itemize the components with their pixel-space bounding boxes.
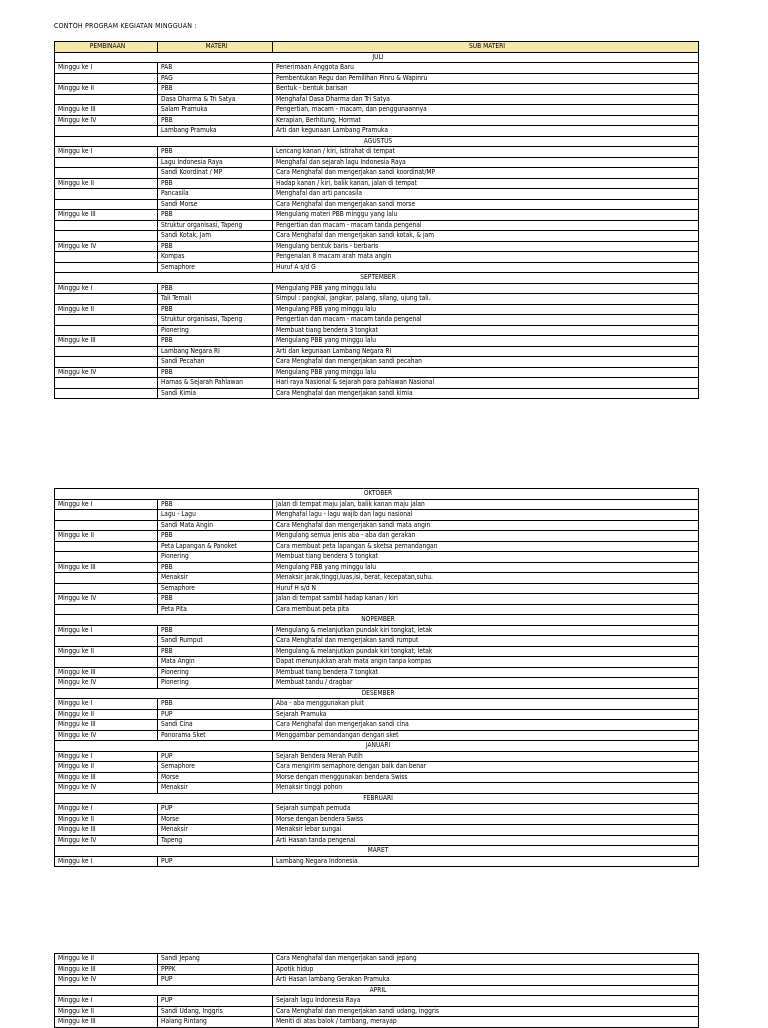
materi-cell: Struktur organisasi, Tapeng <box>158 315 273 326</box>
materi-cell: Pionering <box>158 552 273 563</box>
table-row <box>55 814 699 825</box>
materi-cell: PBB <box>158 147 273 158</box>
table-row <box>55 63 699 74</box>
column-header: PEMBINAAN <box>55 42 158 53</box>
table-row <box>55 126 699 137</box>
submateri-cell: Mengulang PBB yang minggu lalu <box>273 336 699 347</box>
pembinaan-cell <box>55 294 158 305</box>
table-row <box>55 336 699 347</box>
submateri-cell: Mengulang & melanjutkan pundak kiri tongkat, letak <box>273 625 699 636</box>
submateri-cell: Penerimaan Anggota Baru <box>273 63 699 74</box>
submateri-cell: Mengulang PBB yang minggu lalu <box>273 562 699 573</box>
submateri-cell: Membuat tiang bendera 3 tongkat <box>273 325 699 336</box>
materi-cell: PUP <box>158 751 273 762</box>
table-body <box>55 42 699 399</box>
pembinaan-cell: Minggu ke III <box>55 825 158 836</box>
materi-cell: Sandi Kimia <box>158 388 273 399</box>
pembinaan-cell <box>55 220 158 231</box>
materi-cell: Lagu Indonesia Raya <box>158 157 273 168</box>
materi-cell: PUP <box>158 804 273 815</box>
materi-cell: PUP <box>158 975 273 986</box>
materi-cell: Sandi Morse <box>158 199 273 210</box>
submateri-cell: Lambang Negara Indonesia <box>273 856 699 867</box>
pembinaan-cell <box>55 573 158 584</box>
table-row <box>55 762 699 773</box>
table-row <box>55 996 699 1007</box>
materi-cell: Morse <box>158 772 273 783</box>
pembinaan-cell <box>55 552 158 563</box>
materi-cell: Pionering <box>158 325 273 336</box>
pembinaan-cell: Minggu ke II <box>55 304 158 315</box>
materi-cell: PUP <box>158 709 273 720</box>
submateri-cell: Menghafal dan sejarah lagu Indonesia Raya <box>273 157 699 168</box>
table-row <box>55 552 699 563</box>
month-label: JULI <box>55 52 699 63</box>
table-row <box>55 73 699 84</box>
table-row <box>55 804 699 815</box>
materi-cell: Menaksir <box>158 573 273 584</box>
table-row <box>55 115 699 126</box>
pembinaan-cell: Minggu ke III <box>55 210 158 221</box>
submateri-cell: Cara Menghafal dan mengerjakan sandi udang, inggris <box>273 1006 699 1017</box>
materi-cell: Halang Rintang <box>158 1017 273 1028</box>
table-row <box>55 84 699 95</box>
table-row <box>55 835 699 846</box>
pembinaan-cell: Minggu ke IV <box>55 835 158 846</box>
pembinaan-cell: Minggu ke I <box>55 147 158 158</box>
pembinaan-cell <box>55 189 158 200</box>
submateri-cell: Sejarah lagu Indonesia Raya <box>273 996 699 1007</box>
submateri-cell: Pembentukan Regu dan Pemilihan Pinru & Wapinru <box>273 73 699 84</box>
table-row <box>55 189 699 200</box>
month-row <box>55 489 699 500</box>
pembinaan-cell: Minggu ke III <box>55 105 158 116</box>
month-row <box>55 846 699 857</box>
pembinaan-cell: Minggu ke IV <box>55 594 158 605</box>
column-header: SUB MATERI <box>273 42 699 53</box>
submateri-cell: Menaksir jarak,tinggi,luas,isi, berat, kecepatan,suhu. <box>273 573 699 584</box>
month-label: DESEMBER <box>55 688 699 699</box>
submateri-cell: Cara membuat peta pita <box>273 604 699 615</box>
pembinaan-cell: Minggu ke I <box>55 751 158 762</box>
submateri-cell: Sejarah Bendera Merah Putih <box>273 751 699 762</box>
table-row <box>55 94 699 105</box>
table-row <box>55 604 699 615</box>
pembinaan-cell <box>55 541 158 552</box>
materi-cell: Sandi Koordinat / MP <box>158 168 273 179</box>
submateri-cell: Cara Menghafal dan mengerjakan sandi koordinat/MP <box>273 168 699 179</box>
pembinaan-cell <box>55 262 158 273</box>
materi-cell: PBB <box>158 562 273 573</box>
pembinaan-cell: Minggu ke III <box>55 772 158 783</box>
materi-cell: Morse <box>158 814 273 825</box>
submateri-cell: Cara Menghafal dan mengerjakan sandi mata angin <box>273 520 699 531</box>
submateri-cell: Membuat tiang bendera 7 tongkat <box>273 667 699 678</box>
submateri-cell: Huruf H s/d N <box>273 583 699 594</box>
materi-cell: PBB <box>158 84 273 95</box>
submateri-cell: Pengertian dan macam - macam tanda pengenal <box>273 315 699 326</box>
pembinaan-cell <box>55 325 158 336</box>
month-label: MARET <box>55 846 699 857</box>
table-row <box>55 499 699 510</box>
table-row <box>55 975 699 986</box>
table-row <box>55 388 699 399</box>
submateri-cell: Mengulang materi PBB minggu yang lalu <box>273 210 699 221</box>
materi-cell: PPPK <box>158 964 273 975</box>
submateri-cell: Morse dengan menggunakan bendera Swiss <box>273 772 699 783</box>
table-row <box>55 720 699 731</box>
table-row <box>55 325 699 336</box>
pembinaan-cell: Minggu ke I <box>55 804 158 815</box>
month-label: APRIL <box>55 985 699 996</box>
submateri-cell: Menghafal dan arti pancasila <box>273 189 699 200</box>
table-row <box>55 1006 699 1017</box>
pembinaan-cell <box>55 520 158 531</box>
table-row <box>55 730 699 741</box>
pembinaan-cell: Minggu ke III <box>55 1017 158 1028</box>
table-row <box>55 625 699 636</box>
table-row <box>55 199 699 210</box>
materi-cell: PUP <box>158 856 273 867</box>
materi-cell: PAB <box>158 63 273 74</box>
materi-cell: Tapeng <box>158 835 273 846</box>
materi-cell: PBB <box>158 241 273 252</box>
submateri-cell: Pengenalan 8 macam arah mata angin <box>273 252 699 263</box>
table-row <box>55 678 699 689</box>
submateri-cell: Aba - aba menggunakan pluit <box>273 699 699 710</box>
schedule-table-2 <box>54 488 699 867</box>
submateri-cell: Jalan di tempat sambil hadap kanan / kiri <box>273 594 699 605</box>
month-label: NOPEMBER <box>55 615 699 626</box>
materi-cell: Sandi Mata Angin <box>158 520 273 531</box>
pembinaan-cell: Minggu ke II <box>55 709 158 720</box>
table-row <box>55 315 699 326</box>
materi-cell: Lambang Pramuka <box>158 126 273 137</box>
materi-cell: PBB <box>158 336 273 347</box>
month-row <box>55 52 699 63</box>
pembinaan-cell <box>55 252 158 263</box>
table-row <box>55 241 699 252</box>
table-row <box>55 1017 699 1028</box>
submateri-cell: Meniti di atas balok / tambang, merayap <box>273 1017 699 1028</box>
table-row <box>55 709 699 720</box>
submateri-cell: Cara mengirim semaphore dengan baik dan benar <box>273 762 699 773</box>
pembinaan-cell: Minggu ke IV <box>55 975 158 986</box>
materi-cell: Sandi Pecahan <box>158 357 273 368</box>
materi-cell: Harnas & Sejarah Pahlawan <box>158 378 273 389</box>
materi-cell: Lagu - Lagu <box>158 510 273 521</box>
table-row <box>55 231 699 242</box>
materi-cell: Pancasila <box>158 189 273 200</box>
table-row <box>55 367 699 378</box>
submateri-cell: Cara Menghafal dan mengerjakan sandi rumput <box>273 636 699 647</box>
submateri-cell: Menggambar pemandangan dengan sket <box>273 730 699 741</box>
pembinaan-cell: Minggu ke II <box>55 84 158 95</box>
table-row <box>55 531 699 542</box>
materi-cell: PBB <box>158 699 273 710</box>
pembinaan-cell: Minggu ke IV <box>55 678 158 689</box>
submateri-cell: Cara Menghafal dan mengerjakan sandi kimia <box>273 388 699 399</box>
table-row <box>55 346 699 357</box>
submateri-cell: Menaksir tinggi pohon <box>273 783 699 794</box>
table-row <box>55 147 699 158</box>
submateri-cell: Mengulang PBB yang minggu lalu <box>273 283 699 294</box>
table-row <box>55 583 699 594</box>
submateri-cell: Arti Hasan tanda pengenal <box>273 835 699 846</box>
table-body <box>55 489 699 867</box>
table-row <box>55 157 699 168</box>
materi-cell: PBB <box>158 594 273 605</box>
pembinaan-cell <box>55 231 158 242</box>
month-row <box>55 741 699 752</box>
materi-cell: Menaksir <box>158 825 273 836</box>
submateri-cell: Arti dan kegunaan Lambang Negara RI <box>273 346 699 357</box>
month-label: OKTOBER <box>55 489 699 500</box>
submateri-cell: Hadap kanan / kiri, balik kanan, jalan di tempat <box>273 178 699 189</box>
pembinaan-cell <box>55 199 158 210</box>
pembinaan-cell <box>55 126 158 137</box>
table-row <box>55 378 699 389</box>
pembinaan-cell: Minggu ke III <box>55 562 158 573</box>
submateri-cell: Lencang kanan / kiri, istirahat di tempat <box>273 147 699 158</box>
submateri-cell: Membuat tandu / dragbar <box>273 678 699 689</box>
pembinaan-cell: Minggu ke I <box>55 996 158 1007</box>
pembinaan-cell: Minggu ke I <box>55 499 158 510</box>
table-row <box>55 178 699 189</box>
table-row <box>55 105 699 116</box>
materi-cell: Salam Pramuka <box>158 105 273 116</box>
header-row <box>55 42 699 53</box>
materi-cell: PBB <box>158 531 273 542</box>
table-body <box>55 954 699 1028</box>
pembinaan-cell: Minggu ke III <box>55 667 158 678</box>
materi-cell: Dasa Dharma & Tri Satya <box>158 94 273 105</box>
submateri-cell: Hari raya Nasional & sejarah para pahlawan Nasional <box>273 378 699 389</box>
table-row <box>55 262 699 273</box>
table-row <box>55 252 699 263</box>
table-row <box>55 646 699 657</box>
materi-cell: Panorama Sket <box>158 730 273 741</box>
materi-cell: Menaksir <box>158 783 273 794</box>
submateri-cell: Mengulang PBB yang minggu lalu <box>273 367 699 378</box>
materi-cell: PUP <box>158 996 273 1007</box>
submateri-cell: Pengertian dan macam - macam tanda pengenal <box>273 220 699 231</box>
table-row <box>55 699 699 710</box>
submateri-cell: Cara Menghafal dan mengerjakan sandi pecahan <box>273 357 699 368</box>
submateri-cell: Morse dengan bendera Swiss <box>273 814 699 825</box>
materi-cell: Sandi Jepang <box>158 954 273 965</box>
pembinaan-cell <box>55 657 158 668</box>
table-row <box>55 772 699 783</box>
materi-cell: PBB <box>158 304 273 315</box>
month-row <box>55 985 699 996</box>
materi-cell: PBB <box>158 499 273 510</box>
table-row <box>55 294 699 305</box>
pembinaan-cell: Minggu ke IV <box>55 115 158 126</box>
table-row <box>55 510 699 521</box>
table-row <box>55 594 699 605</box>
pembinaan-cell: Minggu ke II <box>55 646 158 657</box>
month-label: SEPTEMBER <box>55 273 699 284</box>
table-row <box>55 573 699 584</box>
materi-cell: PBB <box>158 115 273 126</box>
materi-cell: Peta Lapangan & Panoket <box>158 541 273 552</box>
submateri-cell: Dapat menunjukkan arah mata angin tanpa kompas <box>273 657 699 668</box>
table-row <box>55 283 699 294</box>
submateri-cell: Menghafal Dasa Dharma dan Tri Satya <box>273 94 699 105</box>
month-label: JANUARI <box>55 741 699 752</box>
submateri-cell: Cara Menghafal dan mengerjakan sandi jepang <box>273 954 699 965</box>
pembinaan-cell: Minggu ke II <box>55 814 158 825</box>
submateri-cell: Mengulang PBB yang minggu lalu <box>273 304 699 315</box>
submateri-cell: Bentuk - bentuk barisan <box>273 84 699 95</box>
table-row <box>55 520 699 531</box>
pembinaan-cell: Minggu ke I <box>55 63 158 74</box>
materi-cell: PBB <box>158 646 273 657</box>
pembinaan-cell <box>55 357 158 368</box>
submateri-cell: Mengulang semua jenis aba - aba dan gerakan <box>273 531 699 542</box>
submateri-cell: Pengertian, macam - macam, dan penggunaannya <box>273 105 699 116</box>
pembinaan-cell: Minggu ke I <box>55 625 158 636</box>
table-row <box>55 220 699 231</box>
pembinaan-cell <box>55 636 158 647</box>
pembinaan-cell <box>55 94 158 105</box>
submateri-cell: Menghafal lagu - lagu wajib dan lagu nasional <box>273 510 699 521</box>
month-label: FEBRUARI <box>55 793 699 804</box>
materi-cell: PBB <box>158 367 273 378</box>
materi-cell: Sandi Kotak, Jam <box>158 231 273 242</box>
materi-cell: Sandi Rumput <box>158 636 273 647</box>
pembinaan-cell <box>55 157 158 168</box>
pembinaan-cell <box>55 315 158 326</box>
pembinaan-cell: Minggu ke I <box>55 856 158 867</box>
submateri-cell: Menaksir lebar sungai <box>273 825 699 836</box>
submateri-cell: Jalan di tempat maju jalan, balik kanan maju jalan <box>273 499 699 510</box>
submateri-cell: Membuat tiang bendera 5 tongkat <box>273 552 699 563</box>
pembinaan-cell <box>55 346 158 357</box>
month-row <box>55 136 699 147</box>
table-row <box>55 562 699 573</box>
table-row <box>55 667 699 678</box>
table-row <box>55 954 699 965</box>
schedule-table-1 <box>54 41 699 399</box>
submateri-cell: Huruf A s/d G <box>273 262 699 273</box>
submateri-cell: Cara Menghafal dan mengerjakan sandi kotak, & jam <box>273 231 699 242</box>
pembinaan-cell <box>55 73 158 84</box>
materi-cell: Sandi Cina <box>158 720 273 731</box>
month-row <box>55 615 699 626</box>
pembinaan-cell <box>55 388 158 399</box>
pembinaan-cell: Minggu ke II <box>55 762 158 773</box>
submateri-cell: Arti dan kegunaan Lambang Pramuka <box>273 126 699 137</box>
month-row <box>55 688 699 699</box>
materi-cell: PBB <box>158 625 273 636</box>
column-header: MATERI <box>158 42 273 53</box>
submateri-cell: Apotik hidup <box>273 964 699 975</box>
table-row <box>55 657 699 668</box>
month-row <box>55 273 699 284</box>
table-row <box>55 783 699 794</box>
materi-cell: PBB <box>158 178 273 189</box>
submateri-cell: Cara Menghafal dan mengerjakan sandi morse <box>273 199 699 210</box>
submateri-cell: Kerapian, Berhitung, Hormat <box>273 115 699 126</box>
pembinaan-cell: Minggu ke IV <box>55 730 158 741</box>
materi-cell: Mata Angin <box>158 657 273 668</box>
month-row <box>55 793 699 804</box>
table-row <box>55 541 699 552</box>
pembinaan-cell: Minggu ke I <box>55 283 158 294</box>
table-row <box>55 210 699 221</box>
materi-cell: Struktur organisasi, Tapeng <box>158 220 273 231</box>
pembinaan-cell: Minggu ke IV <box>55 241 158 252</box>
table-row <box>55 636 699 647</box>
table-row <box>55 751 699 762</box>
submateri-cell: Arti Hasan lambang Gerakan Pramuka <box>273 975 699 986</box>
table-row <box>55 304 699 315</box>
pembinaan-cell: Minggu ke III <box>55 336 158 347</box>
pembinaan-cell: Minggu ke III <box>55 720 158 731</box>
materi-cell: PBB <box>158 283 273 294</box>
materi-cell: Sandi Udang, Inggris <box>158 1006 273 1017</box>
table-row <box>55 856 699 867</box>
schedule-table-3 <box>54 953 699 1028</box>
submateri-cell: Cara membuat peta lapangan & sketsa pemandangan <box>273 541 699 552</box>
table-row <box>55 964 699 975</box>
submateri-cell: Cara Menghafal dan mengerjakan sandi cina <box>273 720 699 731</box>
table-row <box>55 168 699 179</box>
pembinaan-cell: Minggu ke II <box>55 178 158 189</box>
materi-cell: Lambang Negara RI <box>158 346 273 357</box>
pembinaan-cell: Minggu ke IV <box>55 783 158 794</box>
pembinaan-cell: Minggu ke II <box>55 1006 158 1017</box>
month-label: AGUSTUS <box>55 136 699 147</box>
materi-cell: Peta Pita <box>158 604 273 615</box>
pembinaan-cell <box>55 583 158 594</box>
materi-cell: Semaphore <box>158 762 273 773</box>
pembinaan-cell: Minggu ke II <box>55 531 158 542</box>
pembinaan-cell: Minggu ke II <box>55 954 158 965</box>
materi-cell: Tali Temali <box>158 294 273 305</box>
materi-cell: Pionering <box>158 667 273 678</box>
materi-cell: Semaphore <box>158 262 273 273</box>
table-row <box>55 357 699 368</box>
materi-cell: Kompas <box>158 252 273 263</box>
materi-cell: PAG <box>158 73 273 84</box>
submateri-cell: Simpul : pangkal, jangkar, palang, silang, ujung tali. <box>273 294 699 305</box>
submateri-cell: Sejarah Pramuka <box>273 709 699 720</box>
pembinaan-cell: Minggu ke IV <box>55 367 158 378</box>
pembinaan-cell <box>55 510 158 521</box>
pembinaan-cell <box>55 378 158 389</box>
pembinaan-cell: Minggu ke I <box>55 699 158 710</box>
page-title: CONTOH PROGRAM KEGIATAN MINGGUAN : <box>54 22 197 30</box>
submateri-cell: Mengulang & melanjutkan pundak kiri tongkat, letak <box>273 646 699 657</box>
pembinaan-cell <box>55 168 158 179</box>
submateri-cell: Sejarah sumpah pemuda <box>273 804 699 815</box>
pembinaan-cell <box>55 604 158 615</box>
submateri-cell: Mengulang bentuk baris - berbaris <box>273 241 699 252</box>
pembinaan-cell: Minggu ke III <box>55 964 158 975</box>
table-row <box>55 825 699 836</box>
materi-cell: Semaphore <box>158 583 273 594</box>
materi-cell: Pionering <box>158 678 273 689</box>
materi-cell: PBB <box>158 210 273 221</box>
